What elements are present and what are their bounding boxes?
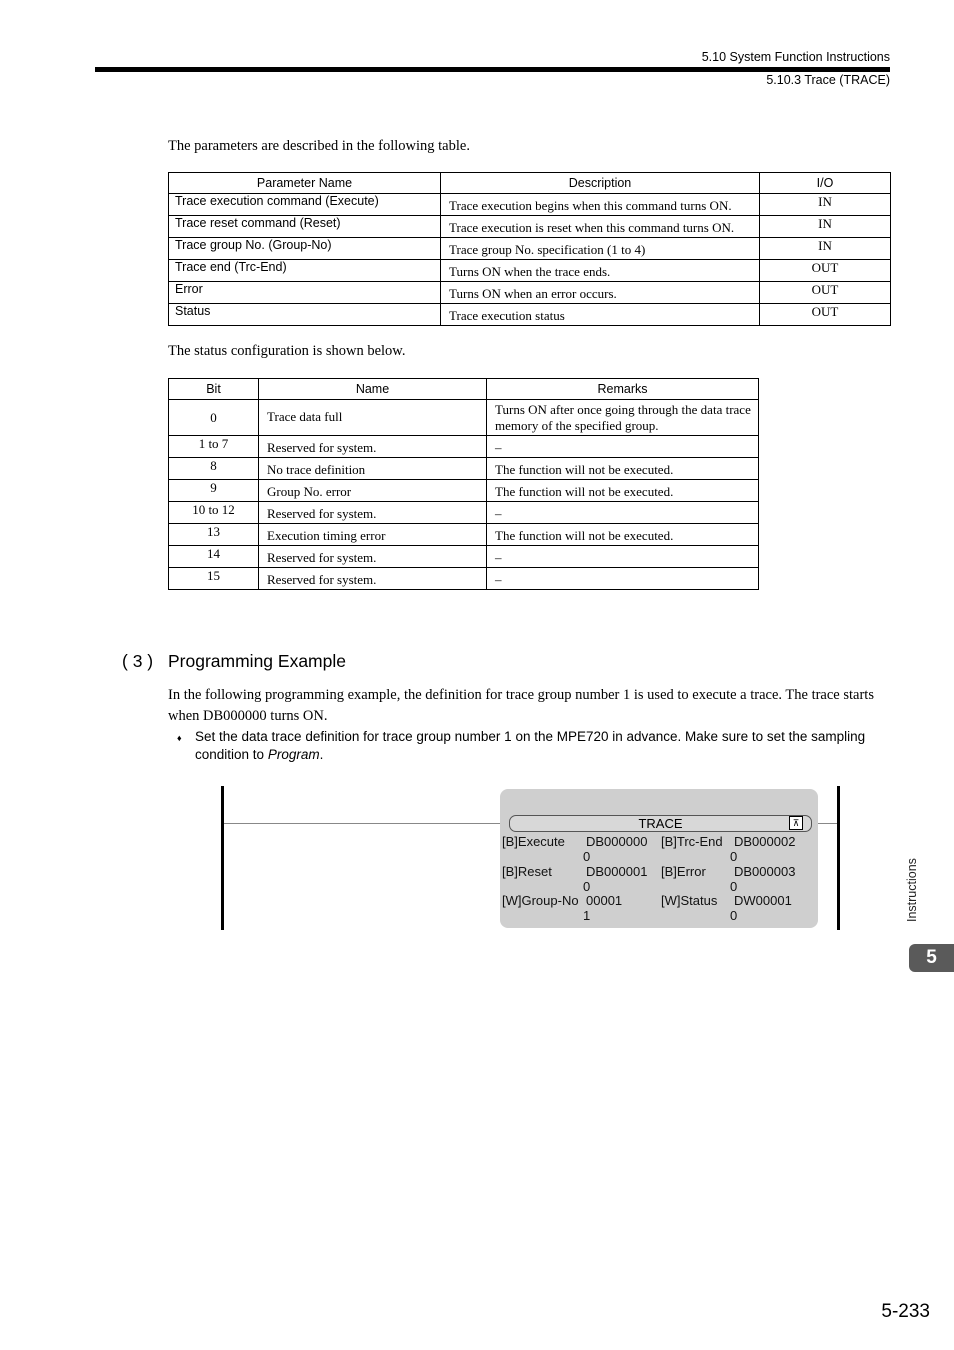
param-label-reset: [B]Reset <box>502 864 552 879</box>
section-title: Programming Example <box>168 651 346 671</box>
name-cell: Trace data full <box>259 400 487 436</box>
param-value-reset: 0 <box>583 879 591 894</box>
name-cell: Reserved for system. <box>259 502 487 524</box>
table-row <box>169 238 891 260</box>
table-row <box>169 568 759 590</box>
table-row <box>169 458 759 480</box>
parameter-name-cell: Trace end (Trc-End) <box>169 260 441 282</box>
param-value-status: 0 <box>730 908 738 923</box>
param-label-execute: [B]Execute <box>502 834 565 849</box>
param-address-execute: DB000000 <box>586 834 648 849</box>
section-number: ( 3 ) <box>122 651 154 671</box>
param-address-reset: DB000001 <box>586 864 648 879</box>
parameter-name-cell: Trace execution command (Execute) <box>169 194 441 216</box>
status-table <box>168 378 759 590</box>
param-value-group-no: 1 <box>583 908 591 923</box>
remarks-cell: – <box>487 502 759 524</box>
bullet-text-main: Set the data trace definition for trace group number 1 on the MPE720 in advance. Make sure to set the sampling condition to <box>195 729 866 762</box>
bit-cell: 0 <box>169 400 259 436</box>
right-power-rail <box>837 786 840 930</box>
remarks-cell: Turns ON after once going through the data trace memory of the specified group. <box>487 400 759 436</box>
table-header-row <box>169 379 759 400</box>
parameter-name-cell: Status <box>169 304 441 326</box>
param-address-error: DB000003 <box>734 864 796 879</box>
column-header: I/O <box>760 173 891 194</box>
table-row <box>169 194 891 216</box>
name-cell: No trace definition <box>259 458 487 480</box>
table-row <box>169 216 891 238</box>
param-value-error: 0 <box>730 879 738 894</box>
parameter-name-cell: Trace reset command (Reset) <box>169 216 441 238</box>
table-row <box>169 546 759 568</box>
param-value-trc-end: 0 <box>730 849 738 864</box>
name-cell: Reserved for system. <box>259 436 487 458</box>
table-row <box>169 400 759 436</box>
table-row <box>169 304 891 326</box>
table-row <box>169 260 891 282</box>
table-row <box>169 524 759 546</box>
rung-line-left <box>224 823 509 824</box>
remarks-cell: The function will not be executed. <box>487 458 759 480</box>
bullet-text-end: . <box>319 747 324 762</box>
bit-cell: 10 to 12 <box>169 502 259 524</box>
name-cell: Reserved for system. <box>259 546 487 568</box>
description-cell: Trace execution status <box>441 304 760 326</box>
intro-paragraph: The parameters are described in the following table. <box>168 138 470 154</box>
io-cell: IN <box>760 194 891 216</box>
column-header: Bit <box>169 379 259 400</box>
bit-cell: 14 <box>169 546 259 568</box>
parameter-table <box>168 172 891 326</box>
bullet-text <box>195 728 885 764</box>
io-cell: OUT <box>760 260 891 282</box>
bullet-diamond-icon: ♦ <box>177 733 182 743</box>
parameter-name-cell: Error <box>169 282 441 304</box>
header-rule <box>95 67 890 72</box>
param-label-status: [W]Status <box>661 893 718 908</box>
trace-block-title: TRACE <box>509 815 812 832</box>
bit-cell: 15 <box>169 568 259 590</box>
param-label-group-no: [W]Group-No <box>502 893 579 908</box>
description-cell: Trace execution begins when this command turns ON. <box>441 194 760 216</box>
chapter-tab: 5 <box>909 944 954 972</box>
table-row <box>169 480 759 502</box>
parameter-name-cell: Trace group No. (Group-No) <box>169 238 441 260</box>
column-header: Parameter Name <box>169 173 441 194</box>
param-label-trc-end: [B]Trc-End <box>661 834 723 849</box>
page-number: 5-233 <box>881 1301 930 1322</box>
chapter-side-label: Instructions <box>905 858 919 922</box>
bit-cell: 13 <box>169 524 259 546</box>
io-cell: IN <box>760 238 891 260</box>
name-cell: Execution timing error <box>259 524 487 546</box>
bit-cell: 1 to 7 <box>169 436 259 458</box>
description-cell: Turns ON when the trace ends. <box>441 260 760 282</box>
remarks-cell: The function will not be executed. <box>487 524 759 546</box>
table-row <box>169 502 759 524</box>
remarks-cell: – <box>487 436 759 458</box>
table-row <box>169 282 891 304</box>
left-power-rail <box>221 786 224 930</box>
name-cell: Group No. error <box>259 480 487 502</box>
io-cell: IN <box>760 216 891 238</box>
column-header: Name <box>259 379 487 400</box>
remarks-cell: – <box>487 546 759 568</box>
remarks-cell: – <box>487 568 759 590</box>
remarks-cell: The function will not be executed. <box>487 480 759 502</box>
column-header: Description <box>441 173 760 194</box>
bit-cell: 9 <box>169 480 259 502</box>
table-row <box>169 436 759 458</box>
bit-cell: 8 <box>169 458 259 480</box>
param-label-error: [B]Error <box>661 864 706 879</box>
name-cell: Reserved for system. <box>259 568 487 590</box>
running-header-subsection: 5.10.3 Trace (TRACE) <box>766 73 890 87</box>
status-intro-paragraph: The status configuration is shown below. <box>168 343 406 359</box>
description-cell: Turns ON when an error occurs. <box>441 282 760 304</box>
io-cell: OUT <box>760 282 891 304</box>
param-address-status: DW00001 <box>734 893 792 908</box>
description-cell: Trace group No. specification (1 to 4) <box>441 238 760 260</box>
table-header-row <box>169 173 891 194</box>
description-cell: Trace execution is reset when this command turns ON. <box>441 216 760 238</box>
io-cell: OUT <box>760 304 891 326</box>
bullet-text-italic: Program <box>267 747 320 762</box>
running-header-section: 5.10 System Function Instructions <box>701 50 890 64</box>
column-header: Remarks <box>487 379 759 400</box>
param-address-group-no: 00001 <box>586 893 623 908</box>
param-value-execute: 0 <box>583 849 591 864</box>
body-paragraph: In the following programming example, the definition for trace group number 1 is used to execute a trace. The trace starts when DB000000 turns ON. <box>168 687 874 724</box>
pin-icon[interactable]: ⊼ <box>789 816 803 830</box>
param-address-trc-end: DB000002 <box>734 834 796 849</box>
